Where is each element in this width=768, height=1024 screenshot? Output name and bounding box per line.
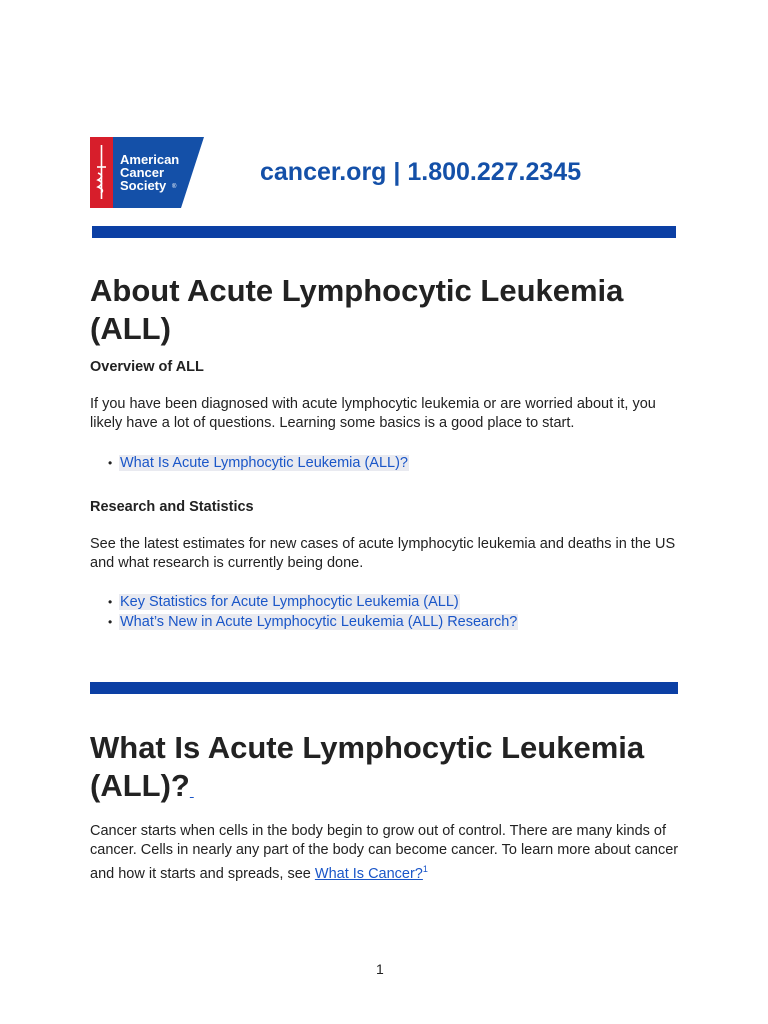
- link-whats-new-research[interactable]: What’s New in Acute Lymphocytic Leukemia (ALL) Research?: [120, 614, 518, 630]
- list-item: [108, 592, 518, 612]
- footnote-marker: 1: [422, 864, 428, 874]
- link-key-statistics[interactable]: Key Statistics for Acute Lymphocytic Leukemia (ALL): [120, 594, 459, 610]
- acs-logo: [90, 137, 204, 208]
- page-number: 1: [376, 961, 384, 977]
- section-divider: [90, 682, 678, 694]
- link-what-is-cancer[interactable]: What Is Cancer?: [314, 865, 423, 882]
- list-item: [108, 612, 518, 632]
- overview-link-list: [108, 453, 409, 473]
- logo-line-1: American: [120, 152, 180, 167]
- research-heading: Research and Statistics: [90, 499, 254, 515]
- list-item: [108, 453, 409, 473]
- link-what-is-all[interactable]: What Is Acute Lymphocytic Leukemia (ALL)?: [120, 455, 408, 471]
- bullet-icon: •: [108, 456, 113, 470]
- overview-heading: Overview of ALL: [90, 359, 204, 375]
- top-divider: [92, 226, 676, 238]
- bullet-icon: •: [108, 595, 113, 609]
- what-is-text: [90, 822, 690, 884]
- research-link-list: [108, 592, 518, 632]
- header-contact: cancer.org | 1.800.227.2345: [260, 158, 582, 186]
- section-title: What Is Acute Lymphocytic Leukemia (ALL)?: [90, 730, 645, 803]
- page-title: About Acute Lymphocytic Leukemia (ALL): [90, 273, 624, 346]
- logo-line-2: Cancer: [120, 165, 165, 180]
- logo-line-3: Society: [120, 178, 167, 193]
- what-is-body: Cancer starts when cells in the body begin to grow out of control. There are many kinds of cancer. Cells in nearly any part of the body can become cancer. To learn more about cancer and how it starts and spreads, see: [90, 823, 679, 882]
- overview-text: If you have been diagnosed with acute lymphocytic leukemia or are worried about it, you likely have a lot of questions. Learning some basics is a good place to start.: [90, 396, 656, 431]
- research-text: See the latest estimates for new cases of acute lymphocytic leukemia and deaths in the US and what research is currently being done.: [90, 536, 676, 571]
- section-anchor-link[interactable]: [190, 783, 194, 799]
- bullet-icon: •: [108, 615, 113, 629]
- logo-registered-mark: ®: [172, 184, 177, 190]
